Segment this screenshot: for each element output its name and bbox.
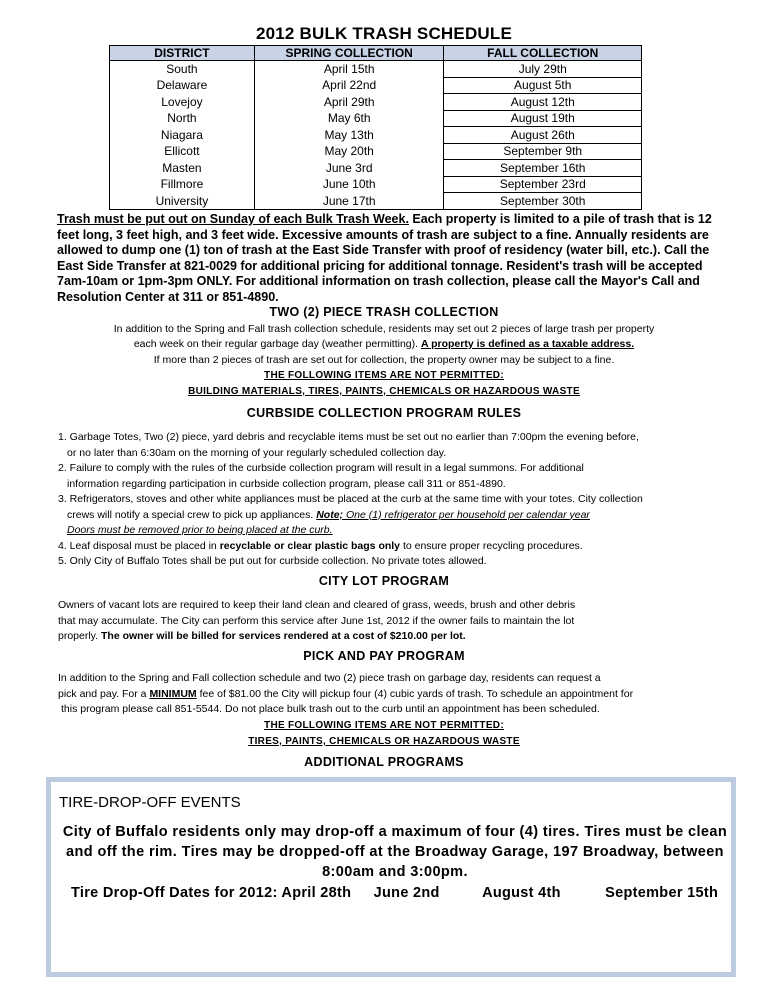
two-piece-line2 (40, 337, 728, 352)
fall-cell: September 16th (444, 160, 642, 177)
table-row (110, 176, 642, 193)
additional-heading: ADDITIONAL PROGRAMS (304, 755, 464, 769)
tire-date-4: September 15th (605, 885, 719, 901)
spring-cell: April 22nd (254, 77, 444, 94)
table-row (110, 94, 642, 111)
rule-4a: 4. Leaf disposal must be placed in (58, 539, 220, 552)
rule-1a: 1. Garbage Totes, Two (2) piece, yard debris and recyclable items must be set out no earlier than 7:00pm the evening before, (58, 431, 639, 443)
two-piece-line1: In addition to the Spring and Fall trash collection schedule, residents may set out 2 pieces of large trash per property (113, 323, 655, 335)
district-cell: Niagara (110, 127, 255, 144)
district-cell: Delaware (110, 77, 255, 94)
pick-pay-minimum: MINIMUM (149, 687, 197, 700)
not-permitted-title-1-text: THE FOLLOWING ITEMS ARE NOT PERMITTED: (264, 370, 504, 381)
spring-cell: May 13th (254, 127, 444, 144)
table-row (110, 77, 642, 94)
tire-dropoff-box (46, 777, 736, 977)
schedule-table (109, 45, 642, 210)
table-header-row (110, 46, 642, 61)
rule-2a: 2. Failure to comply with the rules of the curbside collection program will result in a legal summons. For additional (58, 462, 584, 474)
district-cell: University (110, 193, 255, 210)
pick-pay-line2b: fee of $81.00 the City will pickup four (4) cubic yards of trash. To schedule an appointment for (196, 687, 634, 700)
fall-cell: August 19th (444, 110, 642, 127)
district-cell: Fillmore (110, 176, 255, 193)
rule-3c (58, 523, 738, 539)
not-permitted-items-2-text: TIRES, PAINTS, CHEMICALS OR HAZARDOUS WASTE (248, 736, 520, 747)
pick-pay-line3: this program please call 851-5544. Do not place bulk trash out to the curb until an appointment has been scheduled. (61, 703, 600, 715)
tire-date-3: August 4th (482, 885, 561, 901)
rule-4c: to ensure proper recycling procedures. (400, 539, 583, 552)
city-lot-cost: The owner will be billed for services rendered at a cost of $210.00 per lot. (101, 630, 466, 642)
trash-notice (57, 212, 717, 305)
spring-cell: June 3rd (254, 160, 444, 177)
spring-cell: May 20th (254, 143, 444, 160)
tire-dropoff-dates (71, 885, 731, 901)
header-district: DISTRICT (110, 46, 255, 61)
not-permitted-title-2 (40, 719, 728, 732)
rule-3b-rest: One (1) refrigerator per household per calendar year (343, 508, 590, 521)
curbside-rules (58, 430, 738, 570)
pick-pay-text (58, 671, 738, 718)
header-spring: SPRING COLLECTION (254, 46, 444, 61)
spring-cell: April 15th (254, 61, 444, 78)
table-row (110, 143, 642, 160)
rule-3c-text: Doors must be removed prior to being placed at the curb. (67, 524, 333, 536)
fall-cell: September 9th (444, 143, 642, 160)
table-row (110, 110, 642, 127)
fall-cell: July 29th (444, 61, 642, 78)
header-fall: FALL COLLECTION (444, 46, 642, 61)
rule-3b (58, 508, 738, 524)
fall-cell: September 30th (444, 193, 642, 210)
tire-dropoff-title: TIRE-DROP-OFF EVENTS (59, 794, 241, 811)
district-cell: North (110, 110, 255, 127)
rule-1b: or no later than 6:30am on the morning of your regularly scheduled collection day. (67, 446, 447, 459)
city-lot-line3-text: properly. (58, 630, 101, 642)
not-permitted-items-1 (40, 385, 728, 398)
fall-cell: August 5th (444, 77, 642, 94)
city-lot-line1: Owners of vacant lots are required to keep their land clean and cleared of grass, weeds, brush and other debris (58, 599, 576, 611)
spring-cell: June 10th (254, 176, 444, 193)
city-lot-text (58, 598, 738, 645)
spring-cell: June 17th (254, 193, 444, 210)
not-permitted-title-2-text: THE FOLLOWING ITEMS ARE NOT PERMITTED: (264, 720, 504, 731)
two-piece-line3: If more than 2 pieces of trash are set out for collection, the property owner may be subject to a fine. (153, 354, 615, 366)
rule-3b-note: Note; (316, 508, 344, 521)
rule-4b: recyclable or clear plastic bags only (219, 539, 401, 552)
rule-2b: information regarding participation in curbside collection program, please call 311 or 851-4890. (67, 477, 506, 490)
table-row (110, 193, 642, 210)
district-cell: South (110, 61, 255, 78)
curbside-heading: CURBSIDE COLLECTION PROGRAM RULES (246, 406, 522, 420)
pick-pay-line2 (58, 687, 738, 703)
not-permitted-title-1 (40, 369, 728, 382)
pick-pay-line2a: pick and pay. For a (58, 687, 150, 700)
table-row (110, 61, 642, 78)
table-row (110, 127, 642, 144)
rule-3b-text: crews will notify a special crew to pick up appliances. (67, 508, 317, 521)
tire-dropoff-body: City of Buffalo residents only may drop-off a maximum of four (4) tires. Tires must be clean and off the rim. Tires may be dropped-off at the Broadway Garage, 197 Broadway, between 8:00am and 3:00pm. (62, 824, 728, 880)
fall-cell: August 26th (444, 127, 642, 144)
page-title: 2012 BULK TRASH SCHEDULE (255, 24, 513, 43)
city-lot-line2: that may accumulate. The City can perform this service after June 1st, 2012 if the owner fails to maintain the lot (58, 614, 575, 627)
city-lot-heading: CITY LOT PROGRAM (318, 574, 450, 588)
district-cell: Lovejoy (110, 94, 255, 111)
fall-cell: September 23rd (444, 176, 642, 193)
not-permitted-items-1-text: BUILDING MATERIALS, TIRES, PAINTS, CHEMICALS OR HAZARDOUS WASTE (188, 386, 580, 397)
rule-5: 5. Only City of Buffalo Totes shall be put out for curbside collection. No private totes allowed. (58, 555, 487, 567)
rule-4 (58, 539, 738, 555)
fall-cell: August 12th (444, 94, 642, 111)
tire-dates-label: Tire Drop-Off Dates for 2012: April 28th (71, 885, 352, 901)
rule-3a: 3. Refrigerators, stoves and other white appliances must be placed at the curb at the same time with your totes. City collection (58, 493, 643, 505)
spring-cell: April 29th (254, 94, 444, 111)
two-piece-line2-text: each week on their regular garbage day (weather permitting). (133, 338, 421, 350)
district-cell: Masten (110, 160, 255, 177)
two-piece-heading: TWO (2) PIECE TRASH COLLECTION (269, 305, 499, 319)
not-permitted-items-2 (40, 735, 728, 748)
table-row (110, 160, 642, 177)
city-lot-line3 (58, 629, 738, 645)
tire-date-2: June 2nd (373, 885, 440, 901)
spring-cell: May 6th (254, 110, 444, 127)
district-cell: Ellicott (110, 143, 255, 160)
pick-pay-heading: PICK AND PAY PROGRAM (303, 649, 465, 663)
trash-notice-lead: Trash must be put out on Sunday of each Bulk Trash Week. (57, 212, 409, 226)
pick-pay-line1: In addition to the Spring and Fall collection schedule and two (2) piece trash on garbage day, residents can request a (58, 672, 601, 684)
taxable-address-note: A property is defined as a taxable address. (420, 338, 635, 350)
trash-notice-body: Each property is limited to a pile of trash that is 12 feet long, 3 feet high, and 3 feet wide. Excessive amounts of trash are subject to a fine. Annually residents are allowed to dump one (1) ton of trash at the East Side Transfer with proof of residency (water bill, etc.). Call the East Side Transfer at 821-0029 for additional pricing for additional tonnage. Resident's trash will be accepted 7am-10am or 1pm-3pm ONLY. For additional information on trash collection, please call the Mayor's Call and Resolution Center at 311 or 851-4890. (57, 212, 712, 304)
